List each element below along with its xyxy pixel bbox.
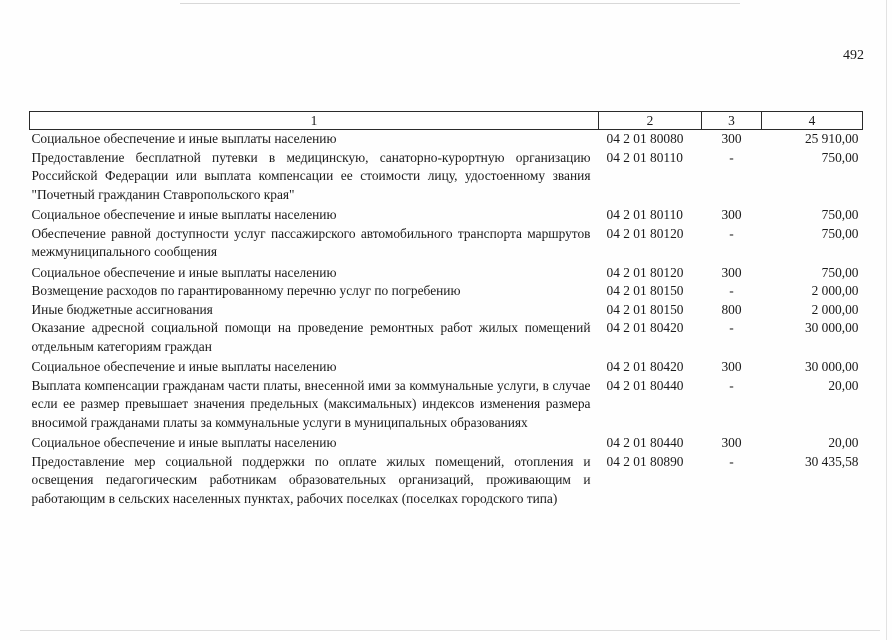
- row-sum: 30 435,58: [804, 453, 859, 469]
- budget-table: [29, 111, 863, 508]
- row-csr: 04 2 01 80890: [606, 453, 684, 469]
- row-name: Предоставление бесплатной путевки в медицинскую, санаторно-курортную организацию Российской Федерации или выплата компенсации ее стоимости лицу, удостоенному звания "Почетный гражданин Ставропольского края": [31, 149, 591, 202]
- row-name: Возмещение расходов по гарантированному перечню услуг по погребению: [31, 283, 461, 298]
- row-csr: 04 2 01 80440: [606, 377, 684, 393]
- row-sum: 30 000,00: [804, 320, 859, 335]
- row-name: Социальное обеспечение и иные выплаты населению: [31, 435, 337, 450]
- table-row: [30, 262, 863, 283]
- row-sum: 30 000,00: [804, 359, 859, 374]
- table-row: [30, 432, 863, 453]
- row-csr: 04 2 01 80420: [606, 359, 684, 374]
- page-number: 492: [843, 48, 864, 63]
- row-csr: 04 2 01 80120: [606, 225, 684, 241]
- row-vr: 300: [721, 131, 742, 146]
- row-sum: 750,00: [821, 264, 859, 280]
- scan-edge-top: [180, 3, 740, 4]
- row-sum: 750,00: [821, 207, 859, 222]
- row-csr: 04 2 01 80080: [606, 131, 684, 146]
- row-name: Социальное обеспечение и иные выплаты населению: [31, 131, 337, 146]
- table-row: [30, 319, 863, 356]
- table-row: [30, 149, 863, 205]
- row-sum: 2 000,00: [811, 283, 859, 298]
- row-sum: 25 910,00: [804, 131, 859, 146]
- row-sum: 2 000,00: [811, 301, 859, 317]
- header-col-3: 3: [702, 112, 762, 130]
- row-vr: -: [729, 320, 734, 335]
- table-row: [30, 225, 863, 262]
- table-row: [30, 204, 863, 225]
- table-row: [30, 282, 863, 301]
- row-csr: 04 2 01 80110: [606, 149, 683, 165]
- row-name: Социальное обеспечение и иные выплаты населению: [31, 264, 337, 280]
- row-vr: -: [729, 225, 734, 241]
- row-name: Социальное обеспечение и иные выплаты населению: [31, 359, 337, 374]
- row-sum: 750,00: [821, 149, 859, 165]
- row-name: Оказание адресной социальной помощи на проведение ремонтных работ жилых помещений отдельным категориям граждан: [31, 320, 591, 354]
- row-name: Социальное обеспечение и иные выплаты населению: [31, 207, 337, 222]
- row-vr: -: [729, 377, 734, 393]
- row-vr: 300: [721, 264, 742, 280]
- row-sum: 750,00: [821, 225, 859, 241]
- row-name: Обеспечение равной доступности услуг пассажирского автомобильного транспорта маршрутов межмуниципального сообщения: [31, 225, 591, 259]
- header-col-4: 4: [762, 112, 863, 130]
- scan-edge-bottom: [20, 630, 880, 631]
- row-sum: 20,00: [828, 435, 859, 450]
- table-header-row: [30, 112, 863, 130]
- row-csr: 04 2 01 80440: [606, 435, 684, 450]
- row-csr: 04 2 01 80120: [606, 264, 684, 280]
- row-name: Иные бюджетные ассигнования: [31, 301, 213, 317]
- header-col-1: 1: [30, 112, 599, 130]
- row-vr: 300: [721, 359, 742, 374]
- row-csr: 04 2 01 80150: [606, 301, 684, 317]
- row-csr: 04 2 01 80150: [606, 283, 684, 298]
- table-row: [30, 301, 863, 320]
- row-vr: 300: [721, 207, 742, 222]
- row-sum: 20,00: [828, 377, 859, 393]
- row-csr: 04 2 01 80420: [606, 320, 684, 335]
- row-csr: 04 2 01 80110: [606, 207, 683, 222]
- row-name: Выплата компенсации гражданам части платы, внесенной ими за коммунальные услуги, в случае если ее размер превышает значения предельных (максимальных) индексов изменения размера вносимой гражданами платы за коммунальные услуги в муниципальных образованиях: [31, 377, 591, 430]
- row-name: Предоставление мер социальной поддержки по оплате жилых помещений, отопления и освещения педагогическим работникам образовательных организаций, проживающим и работающим в сельских населенных пунктах, рабочих поселках (поселках городского типа): [31, 453, 591, 506]
- table-row: [30, 356, 863, 377]
- table-row: [30, 130, 863, 149]
- row-vr: 300: [721, 435, 742, 450]
- scan-edge-right: [886, 0, 887, 640]
- row-vr: 800: [721, 301, 742, 317]
- table-row: [30, 377, 863, 433]
- row-vr: -: [729, 453, 734, 469]
- header-col-2: 2: [599, 112, 702, 130]
- row-vr: -: [729, 149, 734, 165]
- table-row: [30, 453, 863, 509]
- row-vr: -: [729, 283, 734, 298]
